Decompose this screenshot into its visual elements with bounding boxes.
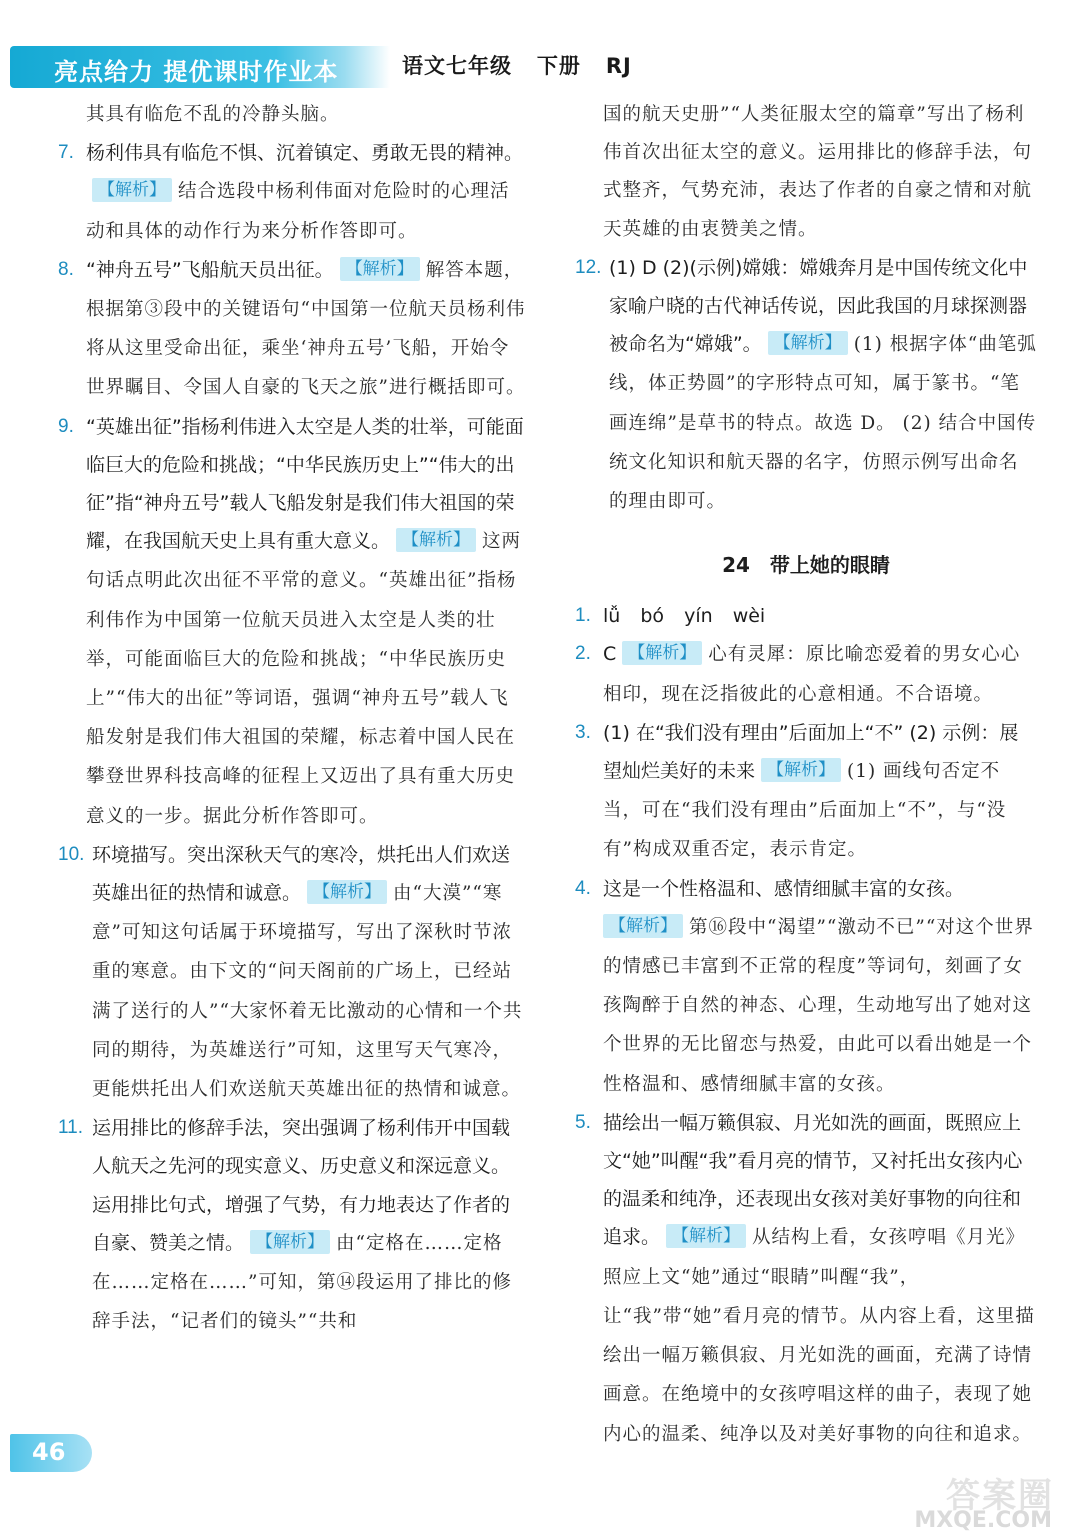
item-number: 7. (58, 142, 74, 164)
item-number: 8. (58, 258, 74, 280)
answer-text: 杨利伟具有临危不惧、沉着镇定、勇敢无畏的精神。 (86, 142, 524, 165)
analysis-text: (1) 根据字体“曲笔弧线，体正势圆”的字形特点可知，属于篆书。“笔画连绵”是草书的特点。故选 D。 (2) 结合中国传统文化知识和航天器的名字，仿照示例写出命名的理由即可。 (609, 334, 1037, 513)
answer-text: 描绘出一幅万籁俱寂、月光如洗的画面，既照应上文“她”叫醒“我”看月亮的情节，又衬托出女孩内心的温柔和纯净，还表现出女孩对美好事物的向往和追求。 (603, 1111, 1023, 1249)
analysis-text: 结合选段中杨利伟面对危险时的心理活动和具体的动作行为来分析作答即可。 (86, 181, 510, 242)
continued-text: 国的航天史册”“人类征服太空的篇章”写出了杨利伟首次出征太空的意义。运用排比的修辞手法，句式整齐，气势充沛，表达了作者的自豪之情和对航天英雄的由衷赞美之情。 (603, 104, 1033, 240)
analysis-text: 由“定格在……定格在……定格在……”可知，第⑭段运用了排比的修辞手法，“记者们的镜头”“共和 (92, 1232, 512, 1333)
watermark-url: MXQE.COM (914, 1508, 1052, 1533)
answer-item-s1 (575, 597, 1037, 635)
answer-item-s3 (575, 714, 1037, 870)
answer-item-s5 (575, 1104, 1037, 1454)
brand-title: 亮点给力 提优课时作业本 (54, 58, 339, 86)
answer-text: (1) D (2)(示例)嫦娥：嫦娥奔月是中国传统文化中家喻户晓的古代神话传说，因此我国的月球探测器被命名为“嫦娥”。 (609, 256, 1028, 356)
analysis-text: 这两句话点明此次出征不平常的意义。“英雄出征”指杨利伟作为中国第一位航天员进入太空是人类的壮举，可能面临巨大的危险和挑战；“中华民族历史上”“伟大的出征”等词语，强调“神舟五号”载人飞船发射是我们伟大祖国的荣耀，标志着中国人民在攀登世界科技高峰的征程上又迈出了具有重大历史意义的一步。据此分析作答即可。 (86, 531, 522, 827)
analysis-tag: 【解析】 (250, 1230, 330, 1254)
answer-text: C (603, 643, 617, 666)
item-number: 1. (575, 605, 591, 627)
analysis-tag: 【解析】 (340, 257, 420, 281)
item-number: 4. (575, 877, 591, 899)
analysis-tag: 【解析】 (761, 758, 841, 782)
left-column (58, 96, 528, 1342)
item-number: 9. (58, 415, 74, 437)
answer-item-12 (575, 249, 1037, 521)
answer-text: “英雄出征”指杨利伟进入太空是人类的壮举，可能面临巨大的危险和挑战；“中华民族历史上”“伟大的出征”指“神舟五号”载人飞船发射是我们伟大祖国的荣耀，在我国航天史上具有重大意义。 (86, 415, 524, 553)
analysis-text: 第⑯段中“渴望”“激动不已”“对这个世界的情感已丰富到不正常的程度”等词句，刻画了女孩陶醉于自然的神态、心理，生动地写出了她对这个世界的无比留恋与热爱，由此可以看出她是一个性格温和、感情细腻丰富的女孩。 (603, 916, 1034, 1095)
item-number: 11. (58, 1117, 84, 1139)
item-number: 3. (575, 721, 591, 743)
analysis-text: 解答本题，根据第③段中的关键语句“中国第一位航天员杨利伟将从这里受命出征，乘坐‘神舟五号’飞船，开始令世界瞩目、令国人自豪的飞天之旅”进行概括即可。 (86, 259, 526, 399)
answer-text: lǚ bó yín wèi (603, 605, 766, 628)
answer-item-8 (58, 251, 528, 408)
analysis-tag: 【解析】 (666, 1224, 746, 1248)
brand-banner (10, 46, 390, 88)
item-number: 10. (58, 843, 85, 865)
answer-item-9 (58, 408, 528, 836)
page-number: 46 (32, 1438, 66, 1466)
analysis-text: 从结构上看，女孩哼唱《月光》照应上文“她”通过“眼睛”叫醒“我”，让“我”带“她”看月亮的情节。从内容上看，这里描绘出一幅万籁俱寂、月光如洗的画面，充满了诗情画意。在绝境中的女孩哼唱这样的曲子，表现了她内心的温柔、纯净以及对美好事物的向往和追求。 (603, 1227, 1035, 1445)
right-column (575, 96, 1037, 1454)
continued-text: 其具有临危不乱的冷静头脑。 (86, 104, 340, 125)
analysis-tag: 【解析】 (92, 178, 172, 202)
analysis-tag: 【解析】 (396, 528, 476, 552)
answer-text: 环境描写。突出深秋天气的寒冷，烘托出人们欢送英雄出征的热情和诚意。 (92, 843, 511, 905)
watermark-logo: 答案圈 (946, 1476, 1054, 1516)
answer-text: “神舟五号”飞船航天员出征。 (86, 258, 334, 281)
answer-item-11 (58, 1109, 528, 1341)
answer-item-10 (58, 836, 528, 1109)
analysis-tag: 【解析】 (307, 880, 387, 904)
page-header (0, 40, 1069, 92)
analysis-text: (1) 画线句否定不当，可在“我们没有理由”后面加上“不”，与“没有”构成双重否定，表示肯定。 (603, 761, 1007, 861)
answer-text: 这是一个性格温和、感情细腻丰富的女孩。 (603, 877, 965, 900)
analysis-tag: 【解析】 (622, 641, 702, 665)
item-number: 2. (575, 643, 591, 665)
item-number: 12. (575, 256, 602, 278)
analysis-tag: 【解析】 (603, 914, 683, 938)
analysis-text: 心有灵犀：原比喻恋爱着的男女心心相印，现在泛指彼此的心意相通。不合语境。 (603, 644, 1021, 705)
answer-item-s4 (575, 870, 1037, 1104)
section-title: 24 带上她的眼睛 (722, 553, 890, 578)
item-number: 5. (575, 1111, 591, 1133)
answer-text: 运用排比的修辞手法，突出强调了杨利伟开中国载人航天之先河的现实意义、历史意义和深远意义。运用排比句式，增强了气势，有力地表达了作者的自豪、赞美之情。 (92, 1117, 511, 1254)
answer-item-s2 (575, 635, 1037, 713)
analysis-tag: 【解析】 (768, 331, 848, 355)
page-number-badge (10, 1434, 92, 1472)
analysis-text: 由“大漠”“寒意”可知这句话属于环境描写，写出了深秋时节浓重的寒意。由下文的“问天阁前的广场上，已经站满了送行的人”“大家怀着无比激动的心情和一个共同的期待，为英雄送行”可知，这里写天气寒冷，更能烘托出人们欢送航天英雄出征的热情和诚意。 (92, 883, 523, 1101)
answer-item-7 (58, 134, 528, 251)
watermark (900, 1468, 1060, 1532)
answer-text: (1) 在“我们没有理由”后面加上“不” (2) 示例：展望灿烂美好的未来 (603, 721, 1019, 783)
grade-label: 语文七年级 下册 RJ (402, 54, 632, 78)
